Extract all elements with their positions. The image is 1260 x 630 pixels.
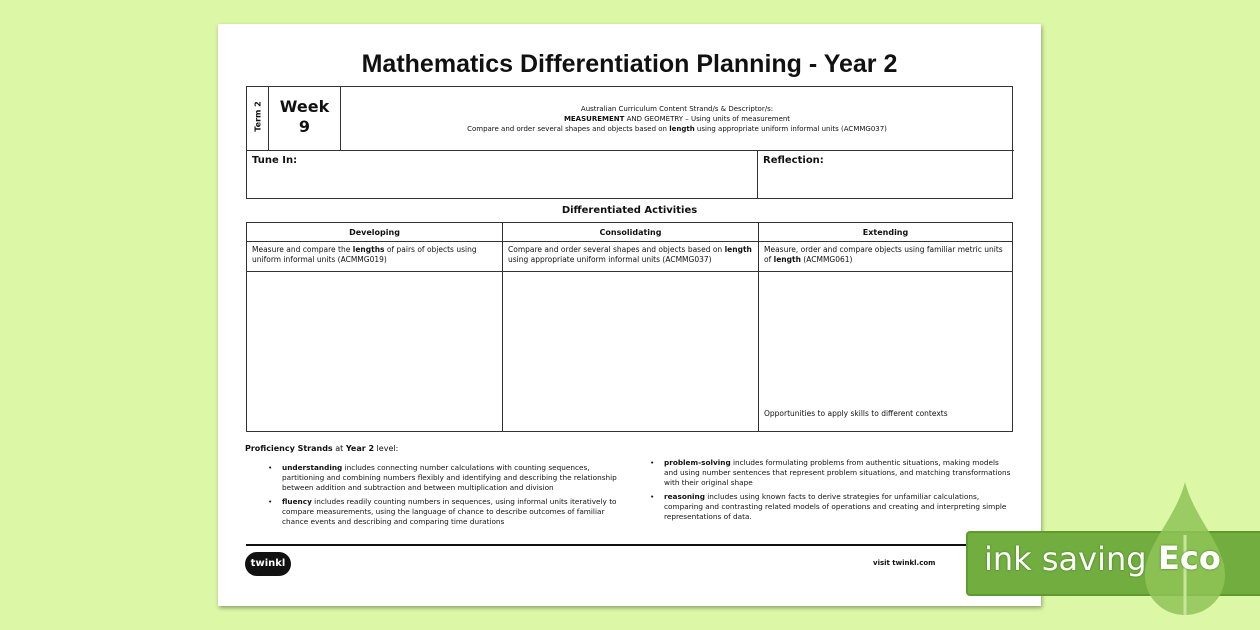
tune-in-label: Tune In: (252, 155, 298, 166)
strand-item: • problem-solving includes formulating problems from authentic situations, making models and using number sentences that represent problem situations, and matching transformations with their original shape (646, 458, 1011, 488)
ink-saving-label: ink saving (984, 540, 1147, 578)
curriculum-descriptor: Australian Curriculum Content Strand/s & Descriptor/s: MEASUREMENT AND GEOMETRY – Using units of measurement Compare and order several shapes and objects based on length using appropriate uniform informal units (ACMMG037) (467, 105, 887, 133)
consolidating-activity-cell (503, 272, 759, 432)
strand-item: • understanding includes connecting number calculations with counting sequences, partitioning and combining numbers flexibly and identifying and describing the relationship between addition and subtraction and between multiplication and division (264, 463, 624, 493)
footer-divider (246, 544, 1013, 546)
week-label: Week (279, 97, 330, 116)
strands-list-left (264, 463, 624, 531)
col-header-consolidating: Consolidating (503, 223, 759, 242)
col-header-extending: Extending (759, 223, 1013, 242)
header-box (246, 86, 1013, 199)
worksheet-page (218, 24, 1041, 606)
eco-badge: Eco (1158, 539, 1221, 577)
extending-descriptor: Measure, order and compare objects using familiar metric units of length (ACMMG061) (759, 242, 1013, 272)
developing-descriptor: Measure and compare the lengths of pairs of objects using uniform informal units (ACMMG019) (247, 242, 503, 272)
twinkl-logo: twinkl (245, 552, 291, 576)
strand-item: • reasoning includes using known facts to derive strategies for unfamiliar calculations, comparing and contrasting related models of operations and creating and interpreting simple representations of data. (646, 492, 1011, 522)
proficiency-heading: Proficiency Strands at Year 2 level: (245, 444, 399, 453)
extending-note: Opportunities to apply skills to different contexts (764, 409, 948, 418)
strand-item: • fluency includes readily counting numbers in sequences, using informal units iteratively to compare measurements, using the language of chance to describe outcomes of familiar chance events and describing and comparing time durations (264, 497, 624, 527)
activities-table (246, 222, 1013, 432)
term-label: Term 2 (253, 101, 263, 132)
col-header-developing: Developing (247, 223, 503, 242)
reflection-label: Reflection: (763, 155, 824, 166)
consolidating-descriptor: Compare and order several shapes and objects based on length using appropriate uniform informal units (ACMMG037) (503, 242, 759, 272)
extending-activity-cell (759, 272, 1013, 432)
page-title: Mathematics Differentiation Planning - Year 2 (361, 50, 898, 78)
activities-title: Differentiated Activities (561, 205, 698, 216)
developing-activity-cell (247, 272, 503, 432)
footer-url[interactable]: visit twinkl.com (873, 559, 936, 567)
week-number: 9 (298, 117, 311, 136)
strands-list-right (646, 458, 1011, 526)
